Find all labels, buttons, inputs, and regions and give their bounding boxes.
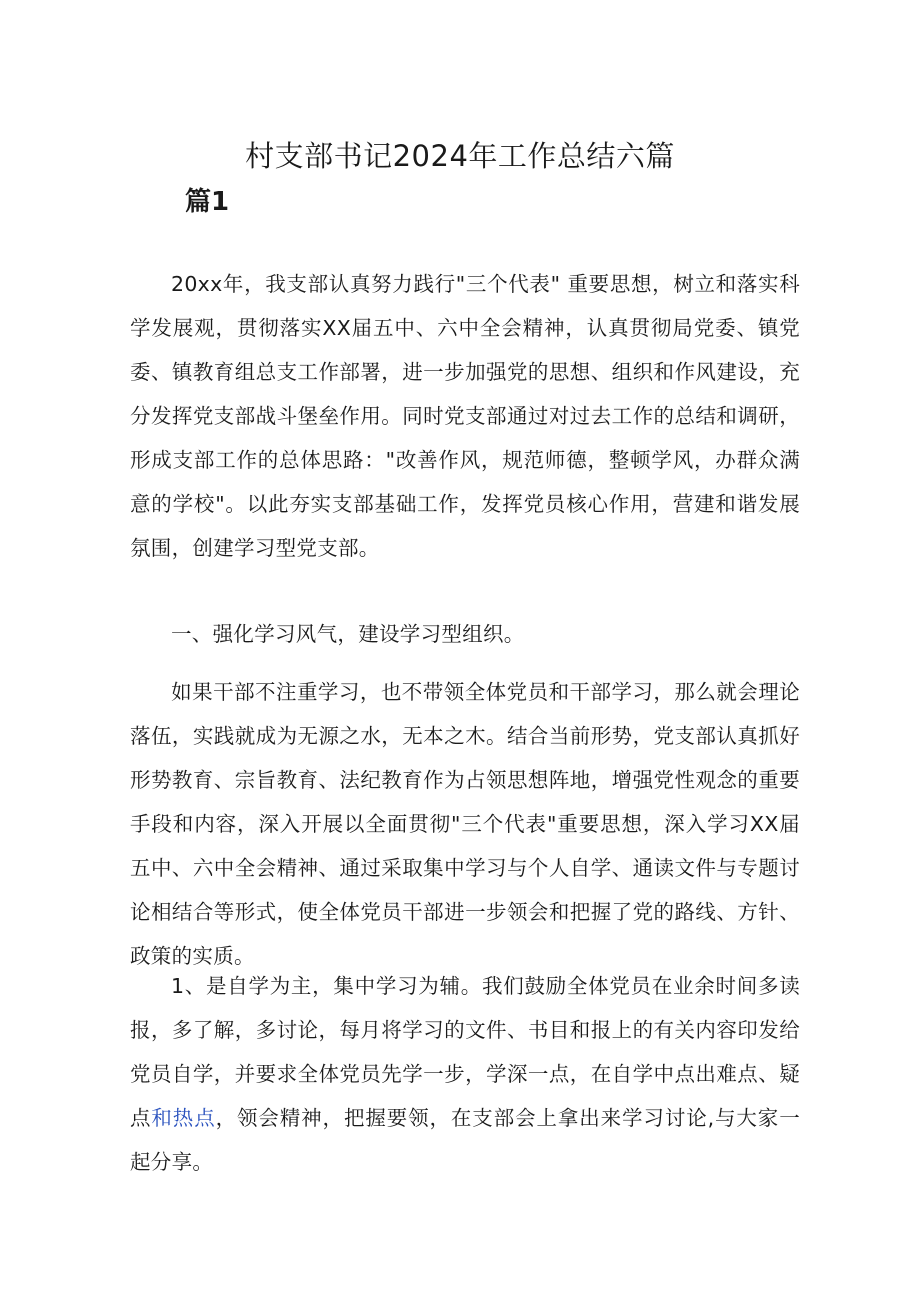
paragraph-intro-text: 20xx年，我支部认真努力践行"三个代表" 重要思想，树立和落实科学发展观，贯彻落实XX届五中、六中全会精神，认真贯彻局党委、镇党委、镇教育组总支工作部署，进一步加强党的思想、组织和作风建设，充分发挥党支部战斗堡垒作用。同时党支部通过对过去工作的总结和调研，形成支部工作的总体思路："改善作风，规范师德，整顿学风，办群众满意的学校"。以此夯实支部基础工作，发挥党员核心作用，营建和谐发展氛围，创建学习型党支部。 (130, 272, 800, 560)
section-heading: 篇1 (185, 187, 230, 217)
paragraph-subheading-1 (130, 612, 800, 656)
self-study-text-after: ，领会精神，把握要领，在支部会上拿出来学习讨论,与大家一起分享。 (130, 1106, 800, 1174)
subheading-1-text: 一、强化学习风气，建设学习型组织。 (171, 622, 525, 646)
paragraph-study (130, 670, 800, 978)
self-study-text-before: 1、是自学为主，集中学习为辅。我们鼓励全体党员在业余时间多读报，多了解，多讨论，每月将学习的文件、书目和报上的有关内容印发给党员自学，并要求全体党员先学一步，学深一点，在自学中点出难点、疑点 (130, 974, 800, 1130)
hotspot-link[interactable]: 和热点 (151, 1106, 216, 1130)
paragraph-self-study (130, 964, 800, 1184)
paragraph-intro (130, 262, 800, 570)
paragraph-study-text: 如果干部不注重学习，也不带领全体党员和干部学习，那么就会理论落伍，实践就成为无源之水，无本之木。结合当前形势，党支部认真抓好形势教育、宗旨教育、法纪教育作为占领思想阵地，增强党性观念的重要手段和内容，深入开展以全面贯彻"三个代表"重要思想，深入学习XX届五中、六中全会精神、通过采取集中学习与个人自学、通读文件与专题讨论相结合等形式，使全体党员干部进一步领会和把握了党的路线、方针、政策的实质。 (130, 680, 800, 968)
document-title: 村支部书记2024年工作总结六篇 (245, 139, 675, 173)
